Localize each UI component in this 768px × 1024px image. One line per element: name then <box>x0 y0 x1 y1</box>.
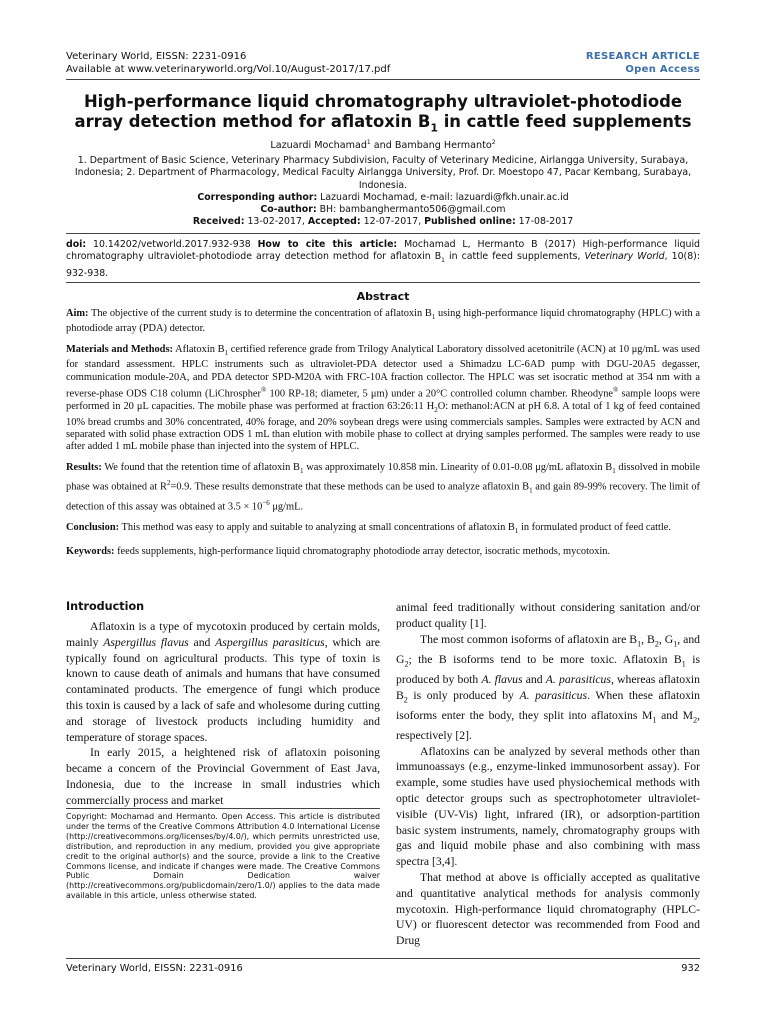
available-line: Available at www.veterinaryworld.org/Vol.10/August-2017/17.pdf <box>66 64 391 75</box>
co-author: Co-author: BH: bambanghermanto506@gmail.com <box>260 204 506 216</box>
article-title: High-performance liquid chromatography ultraviolet-photodiode array detection method for aflatoxin $B_1$ in cattle feed supplements <box>74 92 692 135</box>
abstract-heading: Abstract <box>356 290 410 303</box>
affiliation-text: 1. Department of Basic Science, Veterinary Pharmacy Subdivision, Faculty of Veterinary Medicine, Airlangga University, Surabaya, Indonesia; 2. Department of Pharmacology, Medical Faculty Airlangga University, Prof. Dr. Moestopo 47, Pacar Kembang, Surabaya, Indonesia. <box>74 155 692 191</box>
page-number: 932 <box>681 963 700 974</box>
footer-divider <box>66 958 700 959</box>
affiliation-divider <box>66 233 700 234</box>
citation-block: doi: 10.14202/vetworld.2017.932-938 How to cite this article: Mochamad L, Hermanto B (2017) High-performance liquid chromatography ultraviolet-photodiode array detection method for aflatoxin $B_1$ in cattle feed supplements, Veterinary World, 10(8): 932-938. <box>66 239 700 279</box>
intro-paragraph-3: The most common isoforms of aflatoxin are $B_1$, $B_2$, $G_1$, and $G_2$; the B isoforms tend to be more toxic. Aflatoxin $B_1$ is produced by both A. flavus and A. parasiticus, whereas aflatoxin $B_2$ is only produced by A. parasiticus. When these aflatoxin isoforms enter the body, they split into aflatoxins $M_1$ and $M_2$, respectively [2]. <box>396 632 701 742</box>
running-header <box>66 50 390 76</box>
dates: Received: 13-02-2017, Accepted: 12-07-2017, Published online: 17-08-2017 <box>192 216 574 228</box>
article-type-block <box>586 50 700 76</box>
copyright-divider <box>66 808 380 809</box>
author-list: Lazuardi Mochamad$^1$ and Bambang Hermanto$^2$ <box>270 139 496 152</box>
intro-paragraph-2-continued: animal feed traditionally without considering sanitation and/or product quality [1]. <box>396 601 700 630</box>
abstract-aim: Aim: The objective of the current study is to determine the concentration of aflatoxin $B_1$ using high-performance liquid chromatography (HPLC) with a photodiode array (PDA) detector. <box>66 308 700 335</box>
intro-paragraph-5: That method at above is officially accepted as qualitative and quantitative analytical methods for analysis commonly mycotoxin. High-performance liquid chromatography (HPLC-UV) or fluorescent detector was recommended from Food and Drug <box>396 871 700 948</box>
intro-paragraph-1: Aflatoxin is a type of mycotoxin produced by certain molds, mainly Aspergillus flavus and Aspergillus parasiticus, which are typically found on agricultural products. This type of toxin is known to cause death of animals and humans that have consumed contaminated products. The emergence of fungi which produce this toxin is caused by a lack of safe and wholesome during cutting and storage of livestock products including humidity and temperature of storage spaces. <box>66 620 380 744</box>
intro-paragraph-4: Aflatoxins can be analyzed by several methods other than immunoassays (e.g., enzyme-linked immunosorbent assay). For example, some studies have used physiochemical methods with optic detector groups such as spectrophotometer ultraviolet-visible (UV-Vis) light, infrared (IR), or adsorption-partition basic system instruments, namely, chromatography groups with gas and liquid mobile phase and also combining with mass spectra [3,4]. <box>396 744 700 869</box>
corresponding-author: Corresponding author: Lazuardi Mochamad, e-mail: lazuardi@fkh.unair.ac.id <box>197 191 569 203</box>
affiliations <box>66 155 700 229</box>
article-type-label: RESEARCH ARTICLE <box>585 51 700 62</box>
open-access-label: Open Access <box>625 64 700 75</box>
header-divider <box>66 79 700 80</box>
introduction-heading: Introduction <box>66 600 145 613</box>
journal-line: Veterinary World, EISSN: 2231-0916 <box>66 51 247 62</box>
footer-journal: Veterinary World, EISSN: 2231-0916 <box>66 963 243 974</box>
left-column <box>66 619 380 809</box>
abstract-keywords: Keywords: feeds supplements, high-performance liquid chromatography photodiode array detector, isocratic methods, mycotoxin. <box>66 545 611 557</box>
copyright-notice: Copyright: Mochamad and Hermanto. Open Access. This article is distributed under the terms of the Creative Commons Attribution 4.0 International License (http://creativecommons.org/licenses/by/4.0/), which permits unrestricted use, distribution, and reproduction in any medium, provided you give appropriate credit to the original author(s) and the source, provide a link to the Creative Commons license, and indicate if changes were made. The Creative Commons Public Domain Dedication waiver (http://creativecommons.org/publicdomain/zero/1.0/) applies to the data made available in this article, unless otherwise stated. <box>66 812 380 901</box>
doi-link[interactable]: 10.14202/vetworld.2017.932-938 <box>86 239 258 250</box>
right-column <box>396 600 700 949</box>
abstract-body <box>66 308 700 566</box>
citation-divider <box>66 282 700 283</box>
abstract-results: Results: We found that the retention time of aflatoxin $B_1$ was approximately 10.858 min. Linearity of 0.01-0.08 μg/mL aflatoxin $B_1$ dissolved in mobile phase was obtained at $R^2=0.9$. These results demonstrate that these methods can be used to analyze aflatoxin $B_1$ and gain 89-99% recovery. The limit of detection of this assay was obtained at $3.5 \times 10^{-6}$ μg/mL. <box>66 461 700 513</box>
abstract-conclusion: Conclusion: This method was easy to apply and suitable to analyzing at small concentrations of aflatoxin $B_1$ in formulated product of feed cattle. <box>66 522 671 536</box>
intro-paragraph-2: In early 2015, a heightened risk of aflatoxin poisoning became a concern of the Provincial Government of East Java, Indonesia, due to the increase in small industries which commercially process and market <box>66 746 380 807</box>
abstract-methods: Materials and Methods: Aflatoxin $B_1$ certified reference grade from Trilogy Analytical Laboratory dissolved acetonitrile (ACN) at 10 μg/mL was used for standard assessment. HPLC instruments such as ultraviolet-PDA detector used a Shimadzu LC-6AD pump with DGU-20A5 degasser, communication module-20A, and PDA detector SPD-M20A with FRC-10A fraction collector. The HPLC was set isocratic method at 354 nm with a reverse-phase ODS C18 column (LiChrospher® 100 RP-18; diameter, 5 μm) under a 20°C controlled column chamber. Rheodyne® sample loops were performed in 20 μL capacities. The mobile phase was performed at fraction 63:26:11 $H_2O$: methanol:ACN at pH 6.8. A total of 1 kg of feed contained 10% bread crumbs and 30% concentrated, 40% forage, and 20% soybean dregs were using commercials samples. Samples were extracted by ACN and separated with solid phase extraction ODS 1 mL than elution with mobile phase to collect at drying samples performed. The samples were ready to use after added 1 mL mobile phase than injected into the system of HPLC. <box>66 343 701 453</box>
